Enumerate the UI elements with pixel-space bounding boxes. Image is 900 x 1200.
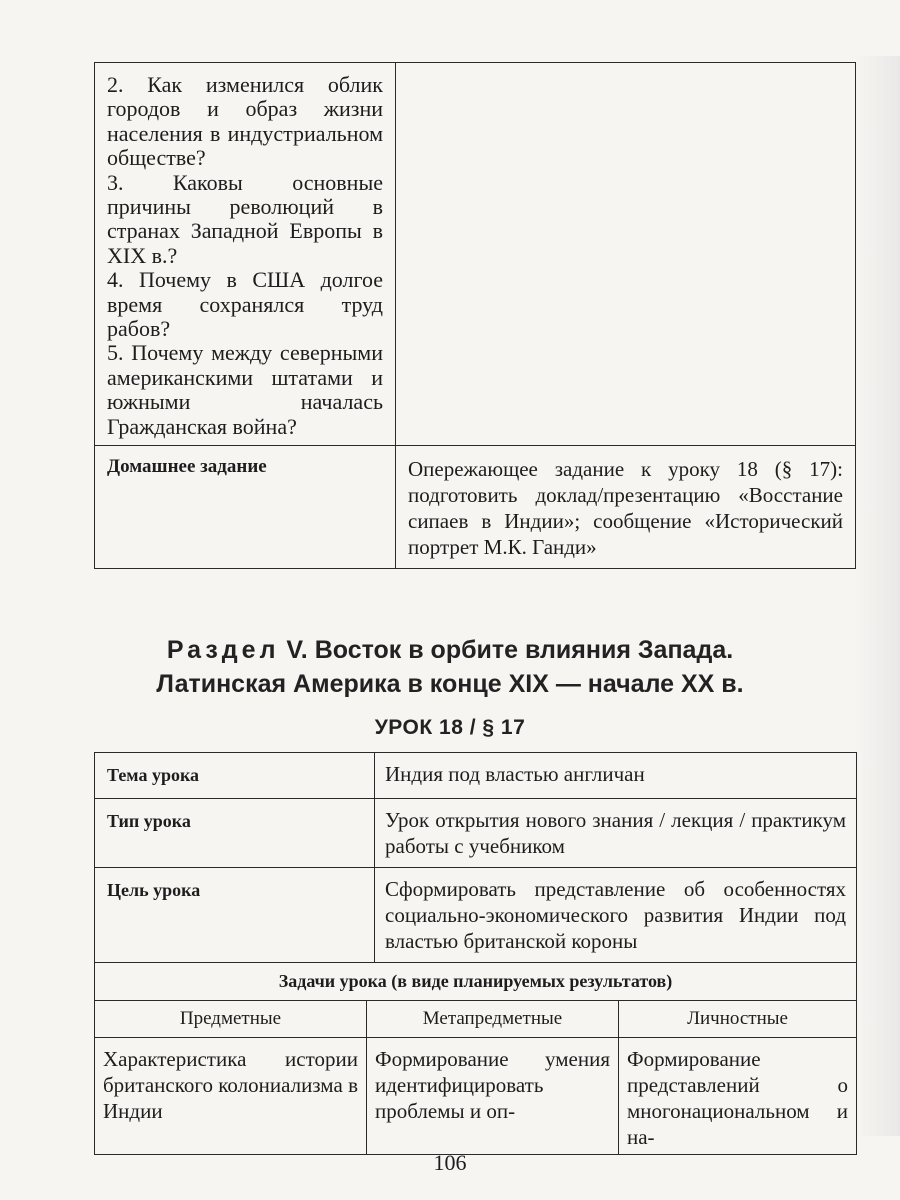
question-5: 5. Почему между северными американскими штатами и южными началась Гражданская война? <box>107 340 383 439</box>
tasks-header-row <box>95 963 857 1001</box>
lesson-heading: УРОК 18 / § 17 <box>374 716 526 739</box>
topic-label: Тема урока <box>95 753 375 799</box>
goal-label: Цель урока <box>95 868 375 963</box>
section-prefix: Раздел <box>166 636 280 664</box>
homework-label: Домашнее задание <box>95 446 396 569</box>
section-title-line1 <box>0 636 900 665</box>
result-personal: Формирование представлений о многонациональном и на- <box>619 1038 857 1155</box>
question-2: 2. Как изменился облик городов и образ жизни населения в индустриальном обществе? <box>107 72 383 171</box>
type-row <box>95 799 857 868</box>
empty-answer-cell <box>396 63 856 446</box>
type-label: Тип урока <box>95 799 375 868</box>
goal-value: Сформировать представление об особенностях социально-экономического развития Индии под властью британской короны <box>375 868 857 963</box>
column-personal: Личностные <box>619 1001 857 1038</box>
lesson-table <box>94 752 857 1155</box>
bleed-through-shade <box>856 56 900 1136</box>
columns-row <box>95 1001 857 1038</box>
result-subject: Характеристика истории британского колониализма в Индии <box>95 1038 367 1155</box>
page-number: 106 <box>433 1150 467 1175</box>
homework-text: Опережающее задание к уроку 18 (§ 17): подготовить доклад/презентацию «Восстание сипаев в Индии»; сообщение «Исторический портрет М.К. Ганди» <box>396 446 856 569</box>
question-3: 3. Каковы основные причины революций в странах Западной Европы в XIX в.? <box>107 169 383 268</box>
result-metasubject: Формирование умения идентифицировать проблемы и оп- <box>367 1038 619 1155</box>
results-row <box>95 1038 857 1155</box>
questions-row <box>95 63 856 446</box>
questions-table <box>94 62 856 569</box>
column-subject: Предметные <box>95 1001 367 1038</box>
section-title-line2: Латинская Америка в конце XIX — начале XX в. <box>156 670 744 698</box>
column-metasubject: Метапредметные <box>367 1001 619 1038</box>
type-value: Урок открытия нового знания / лекция / практикум работы с учебником <box>375 799 857 868</box>
goal-row <box>95 868 857 963</box>
topic-row <box>95 753 857 799</box>
questions-cell <box>95 63 396 446</box>
topic-value: Индия под властью англичан <box>375 753 857 799</box>
homework-row <box>95 446 856 569</box>
section-title-rest: V. Восток в орбите влияния Запада. <box>286 636 734 664</box>
question-4: 4. Почему в США долгое время сохранялся труд рабов? <box>107 267 383 342</box>
tasks-header: Задачи урока (в виде планируемых результатов) <box>95 963 857 1001</box>
